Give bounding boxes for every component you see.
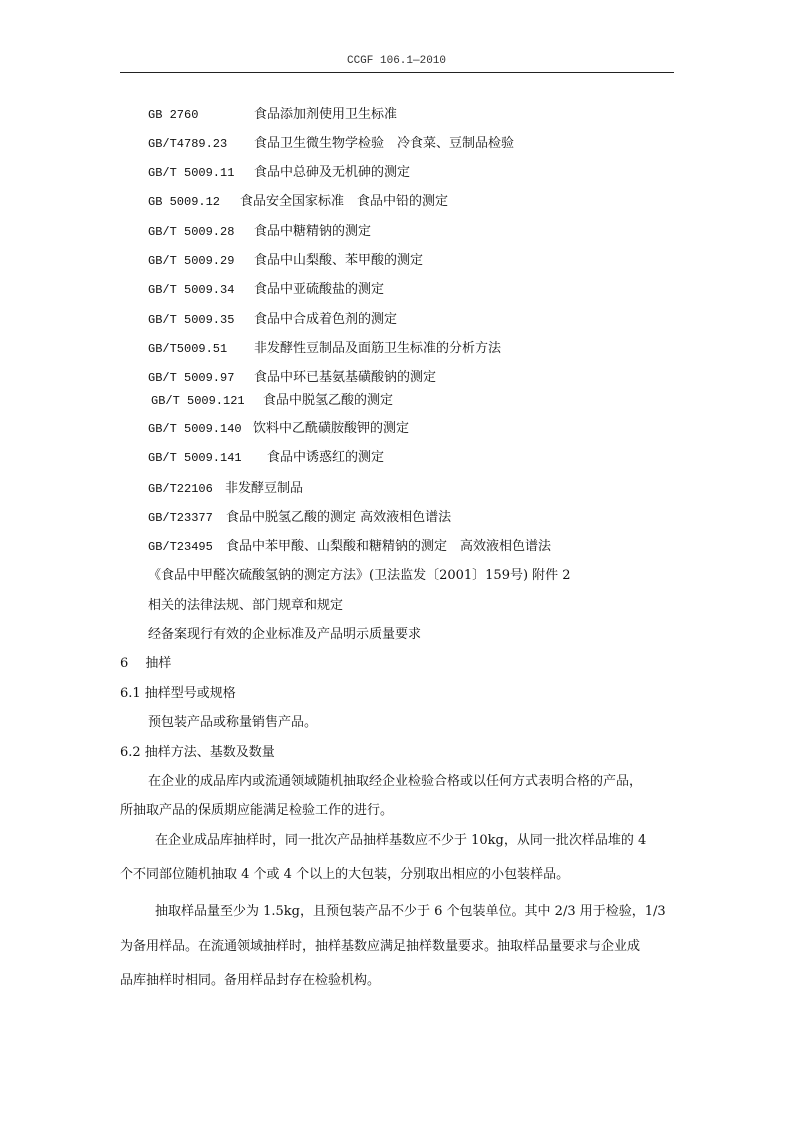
standard-item — [148, 538, 552, 556]
standard-item — [148, 135, 515, 153]
standard-item — [148, 106, 398, 124]
standard-title: 食品中糖精钠的测定 — [254, 224, 372, 239]
standard-title: 食品添加剂使用卫生标准 — [254, 107, 398, 122]
standard-item — [148, 281, 385, 299]
header-rule — [120, 72, 674, 73]
standard-item — [148, 340, 502, 358]
standard-code: GB/T 5009.29 — [148, 254, 235, 268]
standard-code: GB/T23495 — [148, 540, 213, 554]
paragraph-text: 品库抽样时相同。备用样品封存在检验机构。 — [120, 973, 381, 988]
standard-item — [148, 449, 385, 467]
standard-code: GB 5009.12 — [148, 195, 221, 209]
paragraph-text: 预包装产品或称量销售产品。 — [148, 715, 318, 730]
standard-title: 食品中苯甲酸、山梨酸和糖精钠的测定 高效液相色谱法 — [226, 539, 552, 554]
standard-title: 食品中脱氢乙酸的测定 高效液相色谱法 — [226, 510, 452, 525]
standard-title: 饮料中乙酰磺胺酸钾的测定 — [253, 421, 410, 436]
standard-title: 食品中诱惑红的测定 — [267, 450, 385, 465]
subsection-heading: 6.2 抽样方法、基数及数量 — [120, 745, 275, 760]
standard-code: GB/T22106 — [148, 482, 213, 496]
standard-title: 食品卫生微生物学检验 冷食菜、豆制品检验 — [254, 136, 515, 151]
section-heading: 6 抽样 — [120, 656, 172, 671]
standard-code: GB/T 5009.34 — [148, 283, 235, 297]
standard-title: 食品中亚硫酸盐的测定 — [254, 282, 385, 297]
enterprise-standards-reference: 经备案现行有效的企业标准及产品明示质量要求 — [148, 627, 422, 642]
standard-code: GB/T4789.23 — [148, 137, 228, 151]
standard-title: 食品中山梨酸、苯甲酸的测定 — [254, 253, 424, 268]
standard-item — [148, 420, 410, 438]
paragraph-text: 所抽取产品的保质期应能满足检验工作的进行。 — [120, 803, 394, 818]
standard-code: GB/T 5009.35 — [148, 313, 235, 327]
paragraph-text: 抽取样品量至少为 1.5kg，且预包装产品不少于 6 个包装单位。其中 2/3 用于检验，1/3 — [155, 904, 666, 919]
standard-item — [148, 509, 452, 527]
page-header: CCGF 106.1—2010 — [346, 55, 447, 67]
standard-code: GB/T 5009.28 — [148, 225, 235, 239]
standard-item — [148, 480, 304, 498]
standard-item — [148, 193, 449, 211]
standard-item — [148, 164, 411, 182]
subsection-heading: 6.1 抽样型号或规格 — [120, 686, 236, 701]
standard-code: GB 2760 — [148, 108, 199, 122]
standard-code: GB/T 5009.140 — [148, 422, 242, 436]
laws-reference: 相关的法律法规、部门规章和规定 — [148, 598, 344, 613]
paragraph-text: 在企业成品库抽样时，同一批次产品抽样基数应不少于 10kg，从同一批次样品堆的 4 — [155, 833, 647, 848]
standard-code: GB/T 5009.97 — [148, 371, 235, 385]
method-reference: 《食品中甲醛次硫酸氢钠的测定方法》(卫法监发〔2001〕159号) 附件 2 — [148, 568, 571, 583]
standard-item — [151, 392, 394, 410]
standard-title: 食品中环已基氨基磺酸钠的测定 — [254, 370, 437, 385]
standard-code: GB/T23377 — [148, 511, 213, 525]
standard-title: 非发酵性豆制品及面筋卫生标准的分析方法 — [254, 341, 502, 356]
paragraph-text: 为备用样品。在流通领域抽样时，抽样基数应满足抽样数量要求。抽取样品量要求与企业成 — [120, 939, 641, 954]
paragraph-text: 在企业的成品库内或流通领域随机抽取经企业检验合格或以任何方式表明合格的产品， — [148, 774, 643, 789]
standard-item — [148, 369, 437, 387]
standard-title: 食品中脱氢乙酸的测定 — [263, 393, 394, 408]
standard-code: GB/T 5009.121 — [151, 394, 245, 408]
standard-title: 食品安全国家标准 食品中铅的测定 — [240, 194, 449, 209]
standard-item — [148, 252, 424, 270]
standard-item — [148, 311, 398, 329]
standard-code: GB/T 5009.141 — [148, 451, 242, 465]
paragraph-text: 个不同部位随机抽取 4 个或 4 个以上的大包装，分别取出相应的小包装样品。 — [120, 867, 570, 882]
standard-title: 食品中合成着色剂的测定 — [254, 312, 398, 327]
standard-title: 食品中总砷及无机砷的测定 — [254, 165, 411, 180]
standard-item — [148, 223, 372, 241]
standard-code: GB/T5009.51 — [148, 342, 228, 356]
standard-title: 非发酵豆制品 — [225, 481, 304, 496]
standard-code: GB/T 5009.11 — [148, 166, 235, 180]
